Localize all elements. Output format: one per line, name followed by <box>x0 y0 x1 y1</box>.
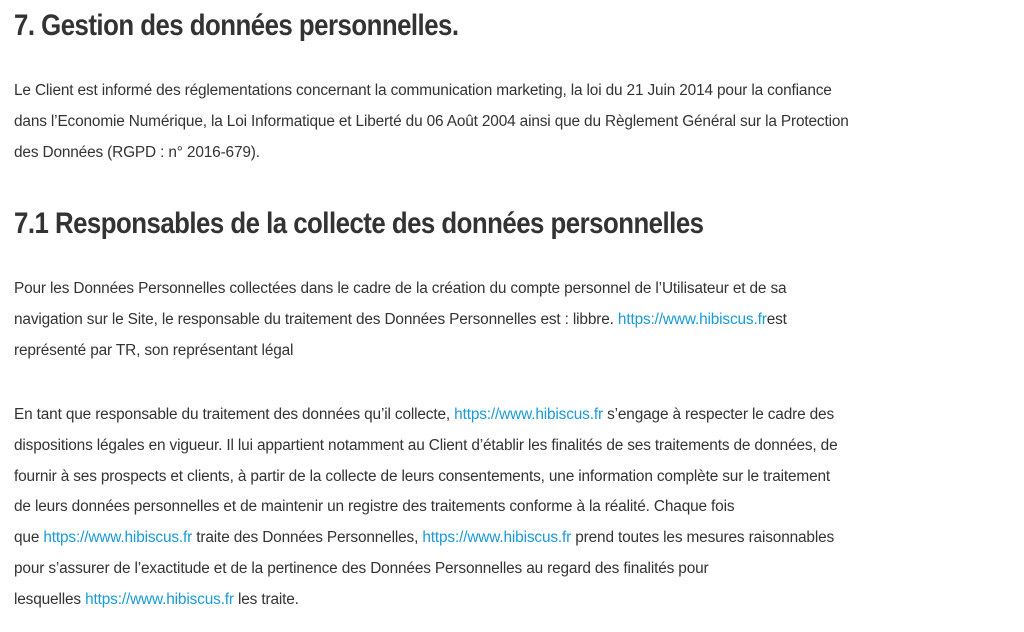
paragraph-line: dispositions légales en vigueur. Il lui appartient notamment au Client d’établir les finalités de ses traitements de données, de <box>14 436 838 454</box>
hibiscus-link[interactable]: https://www.hibiscus.fr <box>422 529 572 547</box>
paragraph-line <box>14 400 1016 431</box>
section-7-1-paragraph-1 <box>14 274 1016 366</box>
paragraph-line <box>14 305 1016 336</box>
paragraph-line: représenté par TR, son représentant légal <box>14 341 294 359</box>
paragraph-line <box>14 523 1016 554</box>
text-fragment: s’engage à respecter le cadre des <box>602 406 834 423</box>
hibiscus-link[interactable]: https://www.hibiscus.fr <box>43 529 193 547</box>
section-7-1-heading: 7.1 Responsables de la collecte des données personnelles <box>14 207 704 240</box>
text-fragment: que <box>14 529 44 547</box>
hibiscus-link[interactable]: https://www.hibiscus.fr <box>85 590 234 608</box>
section-7-paragraph <box>14 76 1016 168</box>
paragraph-line: Le Client est informé des réglementations concernant la communication marketing, la loi du 21 Juin 2014 pour la confiance <box>14 82 832 99</box>
text-fragment: prend toutes les mesures raisonnables <box>571 529 835 547</box>
text-fragment: lesquelles <box>14 590 86 608</box>
paragraph-line: des Données (RGPD : n° 2016-679). <box>14 143 260 161</box>
paragraph-line: dans l’Economie Numérique, la Loi Informatique et Liberté du 06 Août 2004 ainsi que du Règlement Général sur la Protection <box>14 112 849 130</box>
text-fragment: navigation sur le Site, le responsable du traitement des Données Personnelles est : libbre. <box>14 310 618 328</box>
paragraph-line: pour s’assurer de l’exactitude et de la pertinence des Données Personnelles au regard des finalités pour <box>14 559 709 577</box>
hibiscus-link[interactable]: https://www.hibiscus.fr <box>617 310 767 328</box>
text-fragment: traite des Données Personnelles, <box>192 529 423 547</box>
paragraph-line: fournir à ses prospects et clients, à partir de la collecte de leurs consentements, une information complète sur le traitement <box>14 467 831 485</box>
text-fragment: En tant que responsable du traitement des données qu’il collecte, <box>14 406 455 423</box>
paragraph-line: de leurs données personnelles et de maintenir un registre des traitements conforme à la réalité. Chaque fois <box>14 498 735 516</box>
paragraph-line <box>14 585 1016 616</box>
text-fragment: est <box>766 310 787 328</box>
hibiscus-link[interactable]: https://www.hibiscus.fr <box>454 406 603 423</box>
section-7-1-paragraph-2 <box>14 400 1016 616</box>
section-7-heading: 7. Gestion des données personnelles. <box>14 9 459 42</box>
text-fragment: les traite. <box>233 590 299 608</box>
paragraph-line: Pour les Données Personnelles collectées dans le cadre de la création du compte personnel de l’Utilisateur et de sa <box>14 280 787 297</box>
